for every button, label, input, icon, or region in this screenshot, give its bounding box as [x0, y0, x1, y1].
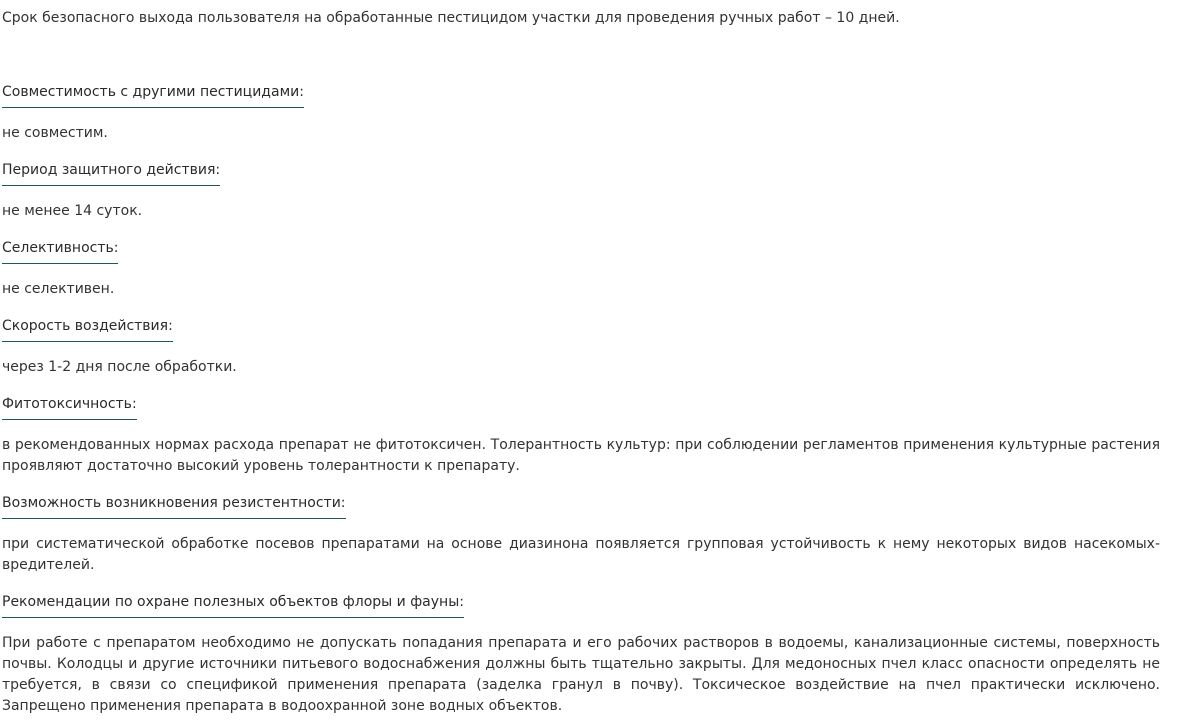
section-text-action-speed: через 1-2 дня после обработки. — [2, 359, 237, 375]
section-heading-compatibility: Совместимость с другими пестицидами: — [2, 82, 304, 108]
section-heading-phytotoxicity: Фитотоксичность: — [2, 394, 137, 420]
section-text-protection-period: не менее 14 суток. — [2, 203, 143, 219]
section-text-phytotoxicity: в рекомендованных нормах расхода препарат не фитотоксичен. Толерантность культур: при соблюдении регламентов применения культурные растения проявляют достаточно высокий уровень толерантности к препарату. — [2, 437, 1160, 474]
section-heading-protection-period: Период защитного действия: — [2, 160, 220, 186]
section-heading-action-speed: Скорость воздействия: — [2, 316, 173, 342]
section-heading-resistance: Возможность возникновения резистентности: — [2, 493, 346, 519]
section-text-flora-fauna: При работе с препаратом необходимо не допускать попадания препарата и его рабочих растворов в водоемы, канализационные системы, поверхность почвы. Колодцы и другие источники питьевого водоснабжения должны быть тщательно закрыты. Для медоносных пчел класс опасности определять не требуется, в связи со спецификой применения препарата (заделка гранул в почву). Токсическое воздействие на пчел практически исключено. Запрещено применения препарата в водоохранной зоне водных объектов. — [2, 635, 1160, 714]
section-text-resistance: при систематической обработке посевов препаратами на основе диазинона появляется групповая устойчивость к нему некоторых видов насекомых-вредителей. — [2, 536, 1160, 573]
section-heading-flora-fauna: Рекомендации по охране полезных объектов флоры и фауны: — [2, 592, 464, 618]
section-text-compatibility: не совместим. — [2, 125, 108, 141]
section-text-selectivity: не селективен. — [2, 281, 115, 297]
section-heading-selectivity: Селективность: — [2, 238, 118, 264]
intro-text: Срок безопасного выхода пользователя на обработанные пестицидом участки для проведения ручных работ – 10 дней. — [2, 10, 900, 26]
